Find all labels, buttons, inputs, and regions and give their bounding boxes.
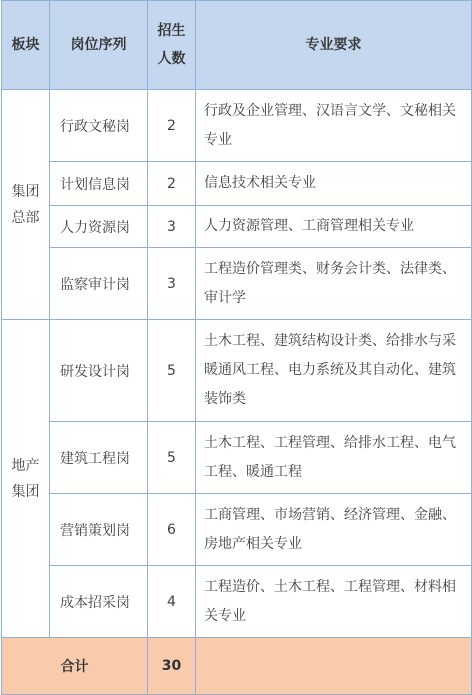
- count-cell: 2: [148, 162, 196, 206]
- count-cell: 6: [148, 494, 196, 566]
- table-row: [2, 90, 472, 162]
- position-cell: 研发设计岗: [50, 320, 148, 422]
- requirements-cell: 人力资源管理、工商管理相关专业: [196, 206, 472, 248]
- total-row: [2, 638, 472, 695]
- header-count-line2: 人数: [157, 51, 186, 67]
- table-row: [2, 206, 472, 248]
- table-row: [2, 494, 472, 566]
- count-cell: 3: [148, 206, 196, 248]
- table-row: [2, 162, 472, 206]
- recruitment-table: [1, 0, 472, 695]
- header-requirements: 专业要求: [196, 1, 472, 90]
- requirements-cell: 工商管理、市场营销、经济管理、金融、房地产相关专业: [196, 494, 472, 566]
- position-cell: 成本招采岗: [50, 566, 148, 638]
- section-name-line1: 集团: [11, 183, 40, 200]
- header-count: [148, 1, 196, 90]
- section-cell: [2, 320, 50, 638]
- header-row: [2, 1, 472, 90]
- requirements-cell: 土木工程、工程管理、给排水工程、电气工程、暖通工程: [196, 422, 472, 494]
- total-label: 合计: [2, 638, 148, 695]
- count-cell: 4: [148, 566, 196, 638]
- table-row: [2, 422, 472, 494]
- count-cell: 3: [148, 248, 196, 320]
- position-cell: 营销策划岗: [50, 494, 148, 566]
- requirements-cell: 工程造价、土木工程、工程管理、材料相关专业: [196, 566, 472, 638]
- count-cell: 5: [148, 422, 196, 494]
- requirements-cell: 行政及企业管理、汉语言文学、文秘相关专业: [196, 90, 472, 162]
- table-row: [2, 566, 472, 638]
- total-empty-cell: [196, 638, 472, 695]
- position-cell: 建筑工程岗: [50, 422, 148, 494]
- count-cell: 2: [148, 90, 196, 162]
- count-cell: 5: [148, 320, 196, 422]
- section-name-line1: 地产: [11, 457, 40, 474]
- requirements-cell: 工程造价管理类、财务会计类、法律类、审计学: [196, 248, 472, 320]
- position-cell: 人力资源岗: [50, 206, 148, 248]
- position-cell: 行政文秘岗: [50, 90, 148, 162]
- table-row: [2, 248, 472, 320]
- requirements-cell: 信息技术相关专业: [196, 162, 472, 206]
- total-value: 30: [148, 638, 196, 695]
- table-row: [2, 320, 472, 422]
- requirements-cell: 土木工程、建筑结构设计类、给排水与采暖通风工程、电力系统及其自动化、建筑装饰类: [196, 320, 472, 422]
- header-section: 板块: [2, 1, 50, 90]
- header-count-line1: 招生: [157, 23, 186, 39]
- header-position: 岗位序列: [50, 1, 148, 90]
- position-cell: 监察审计岗: [50, 248, 148, 320]
- section-name-line2: 总部: [11, 209, 40, 226]
- position-cell: 计划信息岗: [50, 162, 148, 206]
- section-cell: [2, 90, 50, 320]
- section-name-line2: 集团: [11, 483, 40, 500]
